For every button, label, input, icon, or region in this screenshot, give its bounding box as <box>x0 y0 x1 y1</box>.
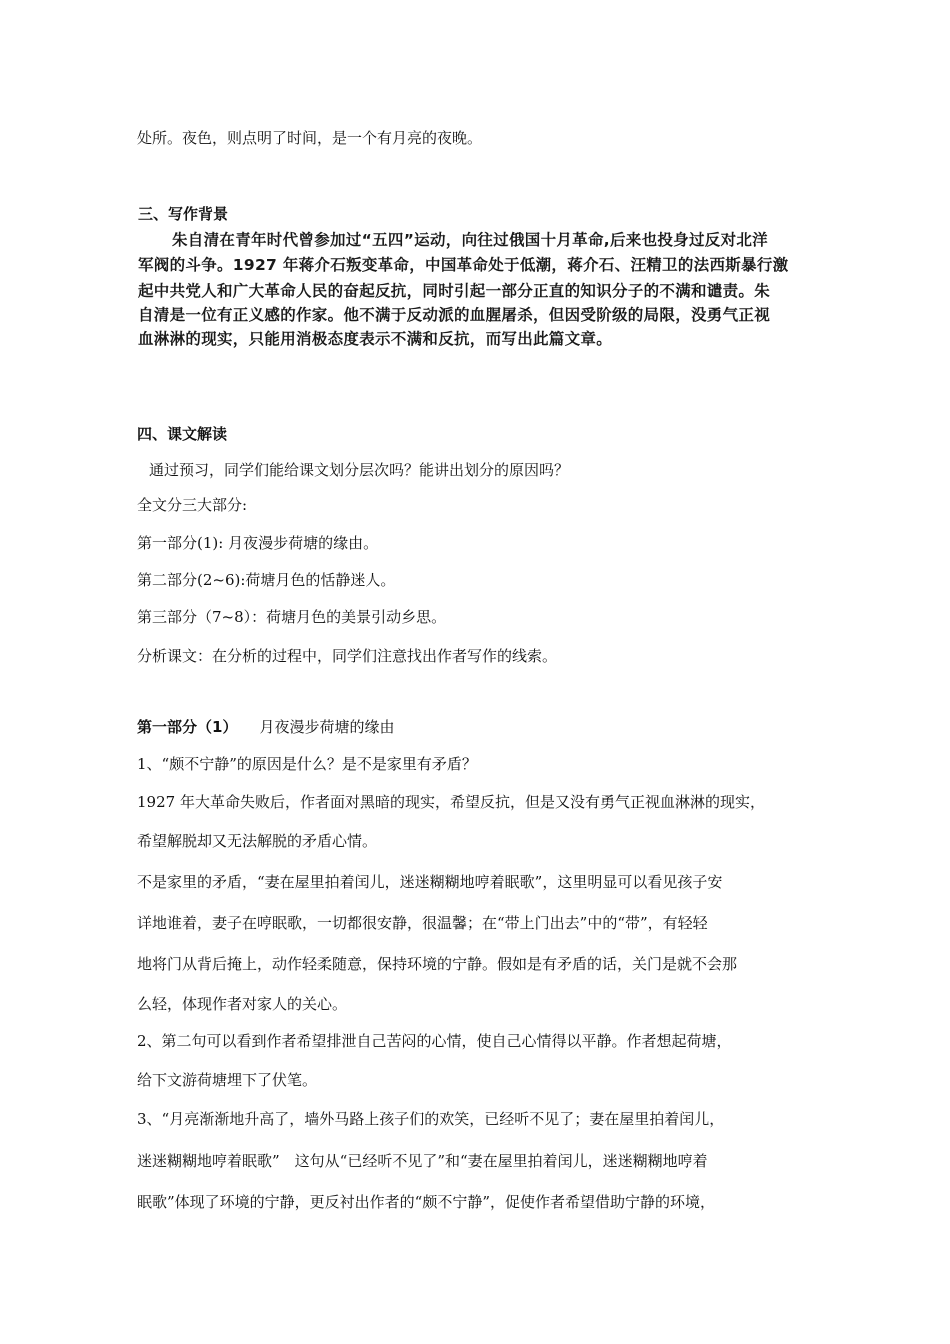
reading-line: 第二部分(2~6):荷塘月色的恬静迷人。 <box>137 571 396 589</box>
part1-line: 么轻，体现作者对家人的关心。 <box>137 995 348 1013</box>
part1-line: 眠歌”体现了环境的宁静，更反衬出作者的“颇不宁静”，促使作者希望借助宁静的环境， <box>137 1193 716 1211</box>
reading-line: 通过预习，同学们能给课文划分层次吗？能讲出划分的原因吗？ <box>149 461 570 479</box>
part1-heading <box>137 716 394 737</box>
reading-line: 第一部分(1): 月夜漫步荷塘的缘由。 <box>137 534 379 552</box>
background-line: 血淋淋的现实，只能用消极态度表示不满和反抗，而写出此篇文章。 <box>138 330 613 348</box>
part1-line: 希望解脱却又无法解脱的矛盾心情。 <box>137 832 378 850</box>
part1-line: 1927 年大革命失败后，作者面对黑暗的现实，希望反抗，但是又没有勇气正视血淋淋的现实， <box>137 793 765 811</box>
section-heading-background: 三、写作背景 <box>138 205 229 223</box>
background-line: 起中共党人和广大革命人民的奋起反抗，同时引起一部分正直的知识分子的不满和谴责。朱 <box>138 282 771 300</box>
background-line: 军阀的斗争。1927 年蒋介石叛变革命，中国革命处于低潮，蒋介石、汪精卫的法西斯暴行激 <box>138 256 789 274</box>
part1-subtitle: 月夜漫步荷塘的缘由 <box>259 718 395 736</box>
part1-line: 地将门从背后掩上，动作轻柔随意，保持环境的宁静。假如是有矛盾的话，关门是就不会那 <box>137 955 738 973</box>
background-line: 自清是一位有正义感的作家。他不满于反动派的血腥屠杀，但因受阶级的局限，没勇气正视 <box>138 306 771 324</box>
reading-line: 第三部分（7~8）：荷塘月色的美景引动乡思。 <box>137 608 447 626</box>
reading-line: 全文分三大部分: <box>137 496 248 514</box>
intro-line: 处所。夜色，则点明了时间，是一个有月亮的夜晚。 <box>137 129 483 147</box>
reading-line: 分析课文：在分析的过程中，同学们注意找出作者写作的线索。 <box>137 647 558 665</box>
section-heading-reading: 四、课文解读 <box>137 425 228 443</box>
part1-line: 1、“颇不宁静”的原因是什么？是不是家里有矛盾？ <box>137 755 477 773</box>
background-line: 朱自清在青年时代曾参加过“五四”运动，向往过俄国十月革命,后来也投身过反对北洋 <box>172 231 768 249</box>
part1-line: 2、第二句可以看到作者希望排泄自己苦闷的心情，使自己心情得以平静。作者想起荷塘， <box>137 1032 732 1050</box>
part1-line: 迷迷糊糊地哼着眠歌” 这句从“已经听不见了”和“妻在屋里拍着闰儿，迷迷糊糊地哼着 <box>137 1152 708 1170</box>
part1-line: 给下文游荷塘埋下了伏笔。 <box>137 1071 318 1089</box>
part1-title: 第一部分（1） <box>137 718 238 736</box>
part1-line: 不是家里的矛盾，“妻在屋里拍着闰儿，迷迷糊糊地哼着眠歌”，这里明显可以看见孩子安 <box>137 873 723 891</box>
part1-line: 详地谁着，妻子在哼眠歌，一切都很安静，很温馨；在“带上门出去”中的“带”，有轻轻 <box>137 914 708 932</box>
part1-line: 3、“月亮渐渐地升高了，墙外马路上孩子们的欢笑，已经听不见了；妻在屋里拍着闰儿， <box>137 1110 725 1128</box>
